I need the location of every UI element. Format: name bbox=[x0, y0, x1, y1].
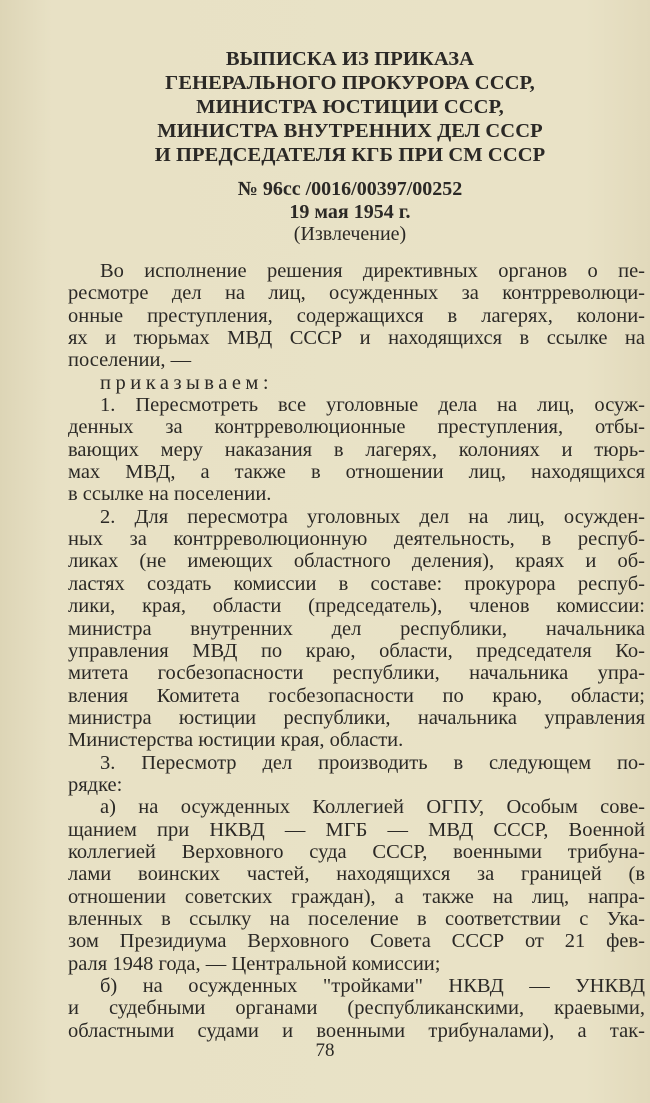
text-line: лики, края, области (председатель), членов комиссии: bbox=[68, 595, 645, 618]
text-line: коллегией Верховного суда СССР, военными трибуна- bbox=[68, 840, 645, 863]
text-line: рядке: bbox=[68, 773, 123, 796]
text-line: зом Президиума Верховного Совета СССР от 21 фев- bbox=[68, 930, 645, 953]
text-line: отношении советских граждан), а также на лиц, напра- bbox=[68, 885, 645, 908]
text-line: в ссылке на поселении. bbox=[68, 483, 272, 506]
text-line: областными судами и военными трибуналами), а так- bbox=[68, 1019, 645, 1042]
text-line: поселении, — bbox=[68, 349, 192, 372]
text-line: ях и тюрьмах МВД СССР и находящихся в ссылке на bbox=[68, 327, 645, 350]
text-line: онные преступления, содержащихся в лагерях, колони- bbox=[68, 304, 645, 327]
text-line: б) на осужденных "тройками" НКВД — УНКВД bbox=[100, 975, 645, 997]
text-line: лами воинских частей, находящихся за границей (в bbox=[68, 863, 645, 886]
text-line: ликах (не имеющих областного деления), краях и об- bbox=[68, 550, 645, 573]
text-line: ластях создать комиссии в составе: прокурора респуб- bbox=[68, 572, 645, 595]
text-line: щанием при НКВД — МГБ — МВД СССР, Военной bbox=[68, 818, 645, 841]
order-details bbox=[90, 178, 610, 246]
title-line: МИНИСТРА ВНУТРЕННИХ ДЕЛ СССР bbox=[157, 120, 543, 142]
order-date: 19 мая 1954 г. bbox=[289, 200, 411, 223]
text-line: раля 1948 года, — Центральной комиссии; bbox=[68, 952, 441, 975]
text-line: мах МВД, а также в отношении лиц, находящихся bbox=[68, 461, 645, 484]
text-line: 1. Пересмотреть все уголовные дела на лиц, осуж- bbox=[100, 394, 645, 417]
title-line: ГЕНЕРАЛЬНОГО ПРОКУРОРА СССР, bbox=[165, 72, 535, 94]
text-line: министра юстиции республики, начальника управления bbox=[68, 706, 645, 729]
text-line: 3. Пересмотр дел производить в следующем по- bbox=[100, 751, 645, 774]
order-number: № 96сс /0016/00397/00252 bbox=[237, 178, 463, 200]
text-line: вающих меру наказания в лагерях, колониях и тюрь- bbox=[68, 438, 645, 461]
text-line: а) на осужденных Коллегией ОГПУ, Особым сове- bbox=[100, 796, 645, 819]
text-line: Министерства юстиции края, области. bbox=[68, 729, 404, 752]
text-line: ресмотре дел на лиц, осужденных за контрреволюци- bbox=[68, 282, 645, 305]
document-body bbox=[68, 260, 645, 1042]
title-line: ВЫПИСКА ИЗ ПРИКАЗА bbox=[225, 48, 475, 70]
title-line: МИНИСТРА ЮСТИЦИИ СССР, bbox=[196, 96, 504, 118]
text-line: денных за контрреволюционные преступления, отбы- bbox=[68, 416, 645, 439]
page-number: 78 bbox=[315, 1040, 335, 1061]
text-line: вления Комитета госбезопасности по краю, области; bbox=[68, 684, 645, 707]
document-title bbox=[90, 47, 610, 167]
text-line: вленных в ссылку на поселение в соответствии с Ука- bbox=[68, 907, 645, 930]
title-line: И ПРЕДСЕДАТЕЛЯ КГБ ПРИ СМ СССР bbox=[154, 144, 546, 166]
text-line: и судебными органами (республиканскими, краевыми, bbox=[68, 997, 645, 1020]
text-line: приказываем: bbox=[100, 371, 274, 394]
text-line: министра внутренних дел республики, начальника bbox=[68, 617, 645, 640]
text-line: 2. Для пересмотра уголовных дел на лиц, осужден- bbox=[100, 505, 645, 528]
text-line: митета госбезопасности республики, начальника упра- bbox=[68, 662, 645, 685]
extract-note: (Извлечение) bbox=[293, 223, 407, 245]
text-line: управления МВД по краю, области, председателя Ко- bbox=[68, 639, 645, 662]
text-line: ных за контрреволюционную деятельность, в респуб- bbox=[68, 528, 645, 551]
text-line: Во исполнение решения директивных органов о пе- bbox=[100, 260, 645, 282]
